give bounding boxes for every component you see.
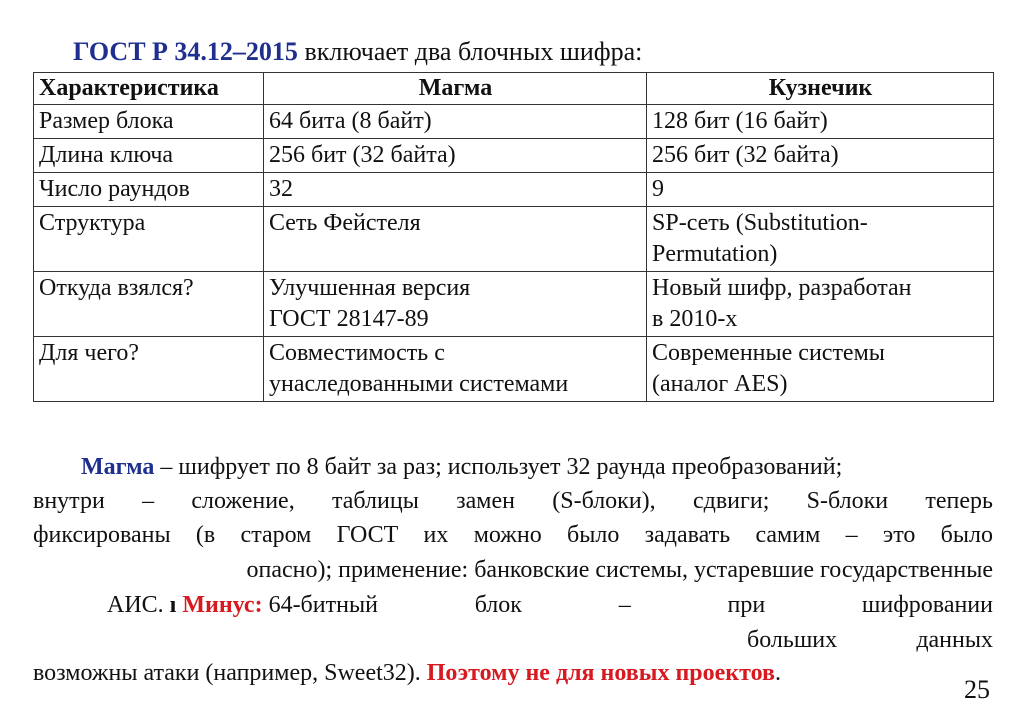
paragraph-line (107, 588, 993, 623)
cell-line: Сеть Фейстеля (269, 210, 421, 236)
kuznechik-cell (647, 173, 994, 207)
row-label: Размер блока (34, 105, 264, 139)
table-header-row (34, 73, 994, 105)
paragraph-line: фиксированы (в старом ГОСТ их можно было задавать самим – это было (33, 522, 993, 548)
paragraph-line (81, 450, 993, 485)
magma-cell (264, 105, 647, 139)
row-label: Структура (34, 207, 264, 272)
cell-line: SP-сеть (Substitution- (652, 210, 868, 236)
comparison-table (33, 72, 994, 402)
kuznechik-cell (647, 139, 994, 173)
cell-line: 32 (269, 176, 293, 202)
cell-line: Современные системы (652, 340, 885, 366)
cell-line: 256 бит (32 байта) (269, 142, 456, 168)
word: 64-битный (268, 592, 378, 618)
word (107, 588, 378, 623)
table-row (34, 272, 994, 337)
paragraph-line (747, 623, 993, 658)
cell-line: унаследованными системами (269, 371, 569, 397)
cell-line: (аналог AES) (652, 371, 788, 397)
row-label: Для чего? (34, 337, 264, 402)
magma-term: Магма (81, 454, 155, 480)
row-label: Откуда взялся? (34, 272, 264, 337)
kuznechik-cell (647, 337, 994, 402)
paragraph-line: опасно); применение: банковские системы, устаревшие государственные (246, 557, 993, 583)
heading-rest: включает два блочных шифра: (297, 37, 643, 66)
kuznechik-cell (647, 105, 994, 139)
header-kuznechik: Кузнечик (647, 73, 994, 105)
word: шифровании (861, 592, 993, 618)
conclusion-red: Поэтому не для новых проектов (426, 660, 775, 686)
magma-cell (264, 173, 647, 207)
row-label: Длина ключа (34, 139, 264, 173)
table-row (34, 105, 994, 139)
kuznechik-cell (647, 272, 994, 337)
cell-line: Новый шифр, разработан (652, 275, 912, 301)
cell-line: 64 бита (8 байт) (269, 108, 432, 134)
word: больших (747, 627, 838, 653)
cell-line: Совместимость с (269, 340, 445, 366)
cell-line: в 2010-х (652, 306, 738, 332)
magma-cell (264, 337, 647, 402)
row-label: Число раундов (34, 173, 264, 207)
line-text: – шифрует по 8 байт за раз; использует 32 раунда преобразований; (154, 454, 843, 480)
cell-line: Permutation) (652, 241, 778, 267)
magma-cell (264, 139, 647, 173)
table-row (34, 173, 994, 207)
cell-line: 128 бит (16 байт) (652, 108, 828, 134)
header-magma: Магма (264, 73, 647, 105)
line-text: возможны атаки (например, Sweet32). (33, 660, 427, 686)
word-ais: АИС. (107, 592, 170, 618)
table-row (34, 337, 994, 402)
word: данных (916, 627, 993, 653)
magma-cell (264, 272, 647, 337)
cursor-bar: ı (169, 592, 177, 618)
word: блок (474, 592, 522, 618)
cell-line: ГОСТ 28147-89 (269, 306, 429, 332)
page-number: 25 (964, 675, 990, 704)
header-characteristic: Характеристика (34, 73, 264, 105)
table-row (34, 207, 994, 272)
cell-line: 256 бит (32 байта) (652, 142, 839, 168)
table-row (34, 139, 994, 173)
magma-cell (264, 207, 647, 272)
cell-line: 9 (652, 176, 664, 202)
cell-line: Улучшенная версия (269, 275, 471, 301)
word: – (618, 592, 631, 618)
minus-label: Минус: (182, 592, 263, 618)
slide-heading (73, 36, 642, 68)
kuznechik-cell (647, 207, 994, 272)
paragraph-line (33, 656, 993, 691)
period: . (774, 660, 781, 686)
word: при (727, 592, 766, 618)
paragraph-line: внутри – сложение, таблицы замен (S-блоки), сдвиги; S-блоки теперь (33, 488, 993, 514)
gost-title: ГОСТ Р 34.12–2015 (73, 37, 298, 66)
